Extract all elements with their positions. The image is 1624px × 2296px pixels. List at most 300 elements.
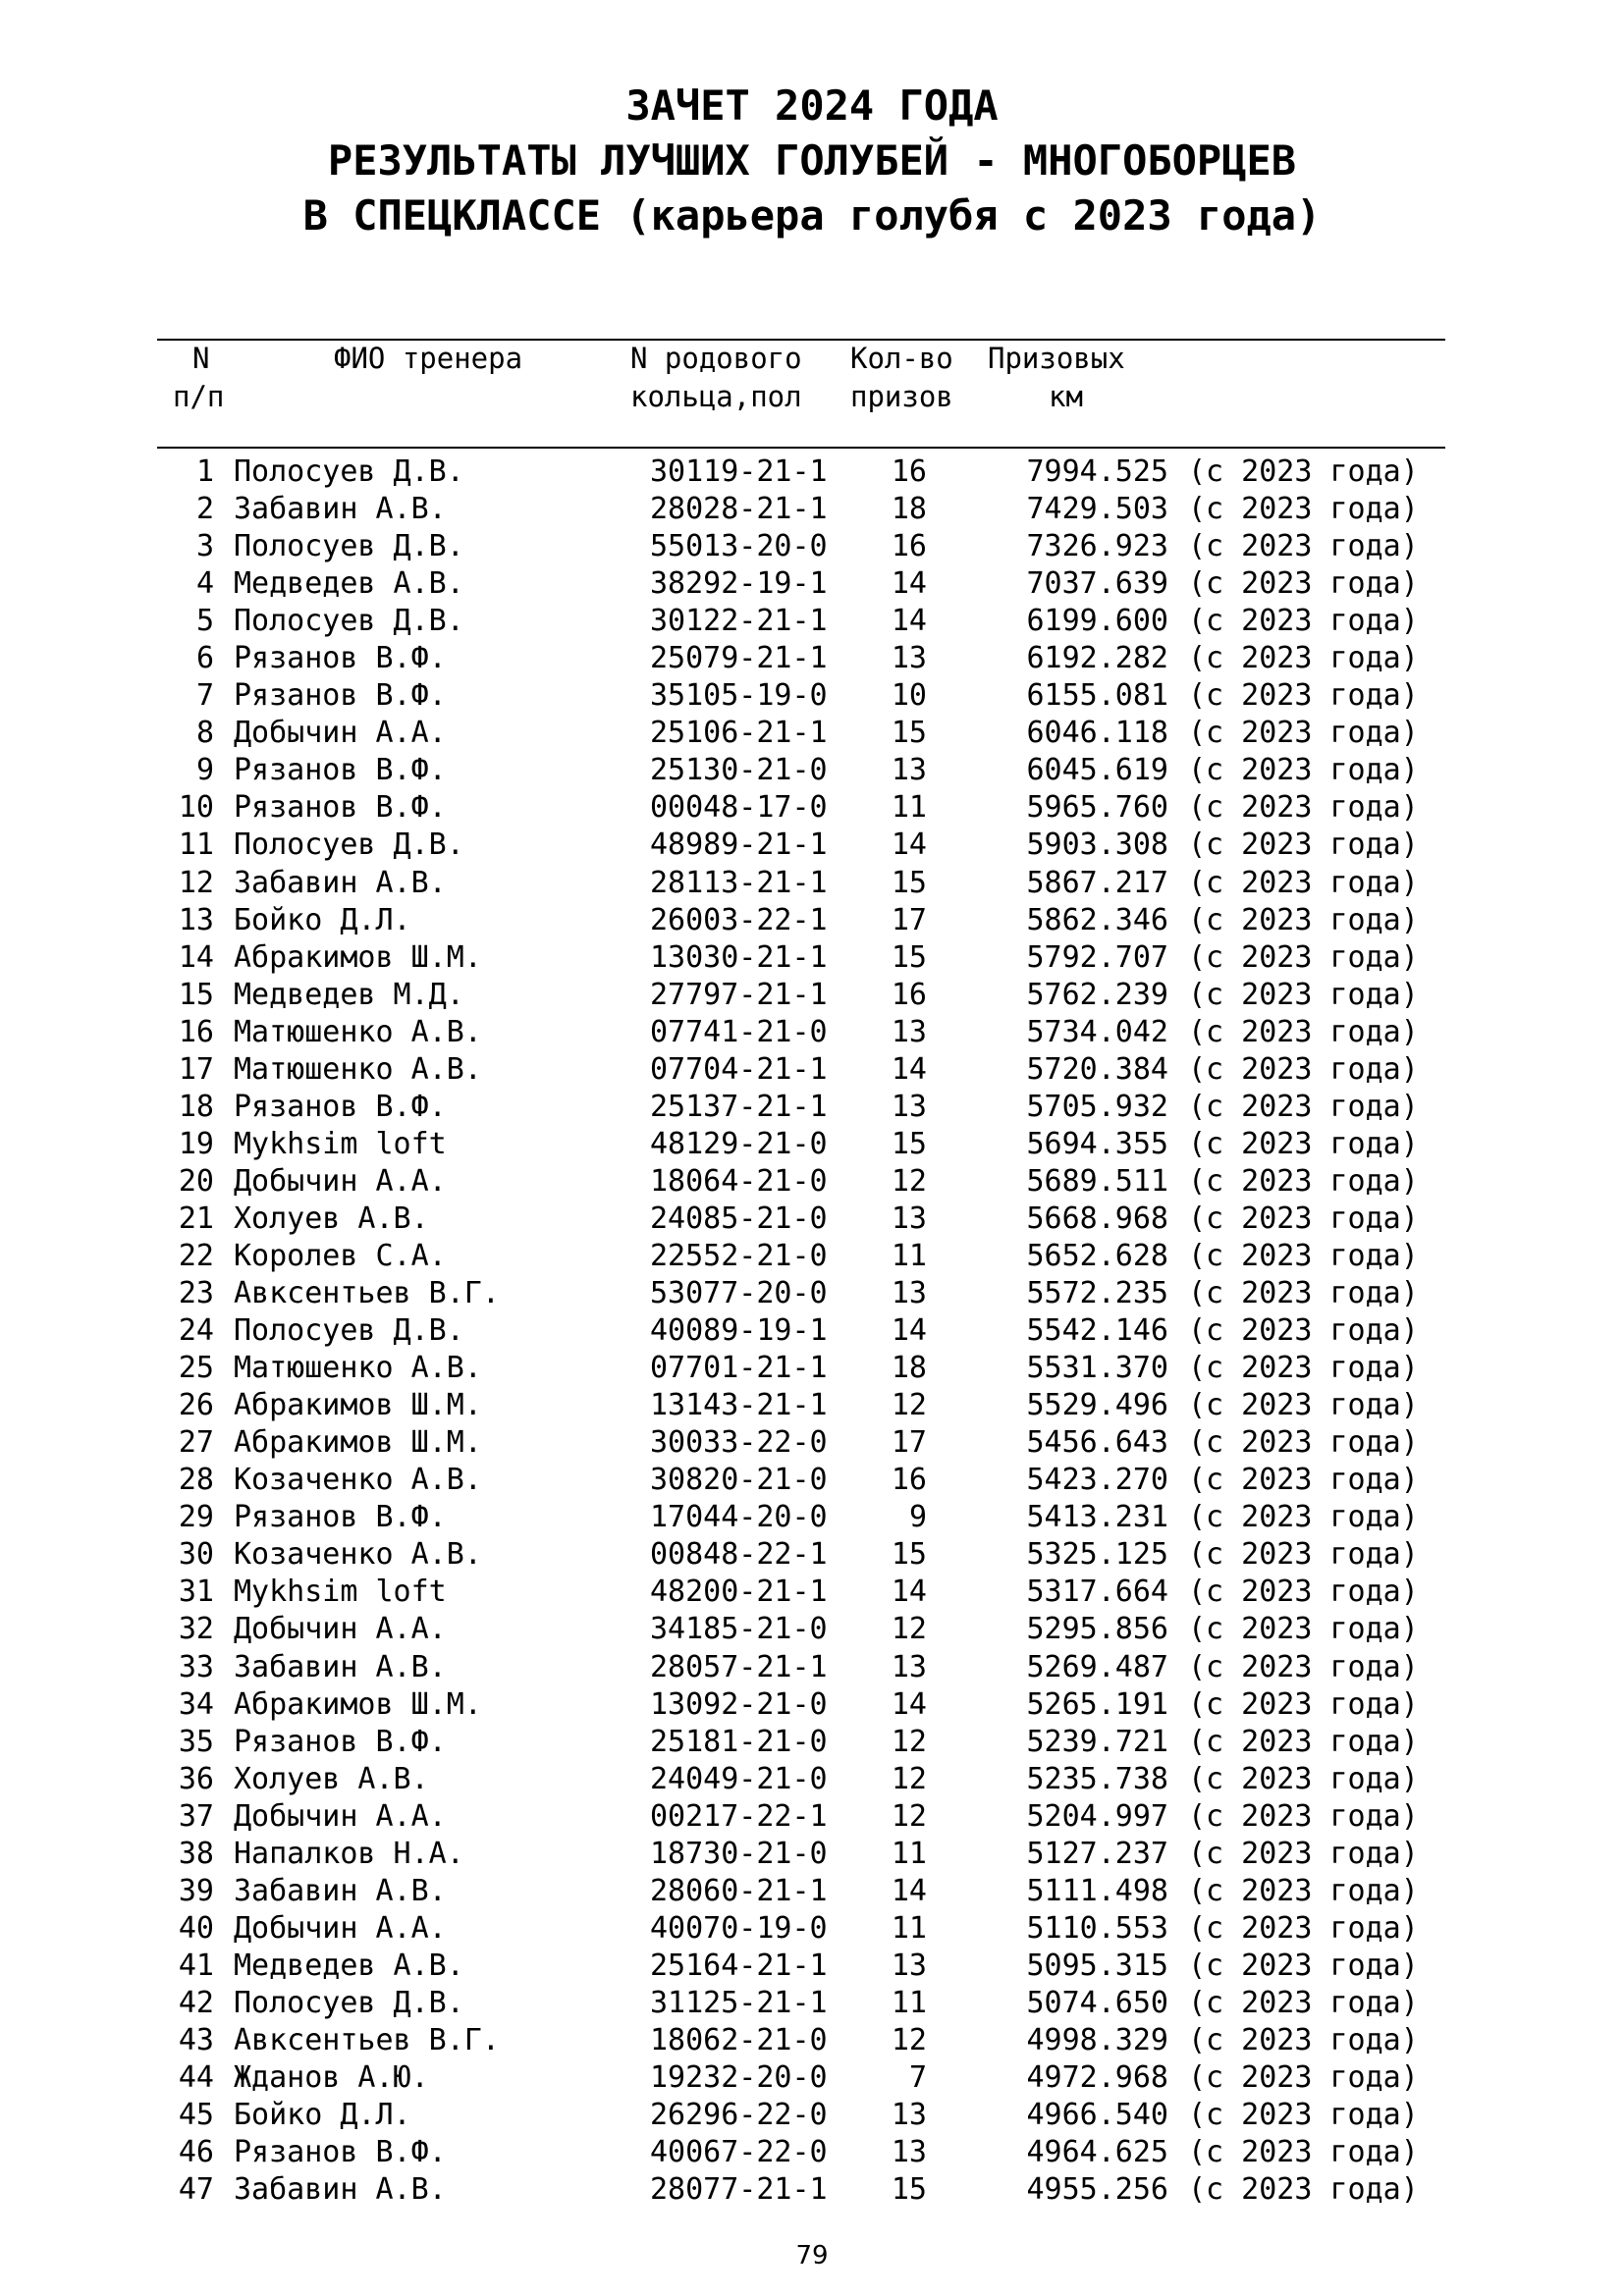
ring-number: 24085-21-0 (650, 1201, 828, 1236)
ring-number: 40089-19-1 (650, 1313, 828, 1349)
table-row (0, 1201, 1624, 1238)
career-note: (с 2023 года) (1188, 1388, 1419, 1423)
prize-count: 15 (891, 716, 927, 751)
row-number: 4 (195, 566, 214, 602)
prize-km: 5903.308 (1026, 828, 1168, 863)
prize-km: 5423.270 (1026, 1463, 1168, 1498)
prize-km: 5295.856 (1026, 1612, 1168, 1647)
trainer-name: Рязанов В.Ф. (234, 678, 447, 714)
career-note: (с 2023 года) (1188, 790, 1419, 826)
prize-count: 12 (891, 1761, 927, 1796)
row-number: 8 (195, 716, 214, 751)
prize-count: 9 (908, 1500, 927, 1535)
prize-count: 11 (891, 1910, 927, 1946)
row-number: 14 (178, 939, 214, 975)
career-note: (с 2023 года) (1188, 2172, 1419, 2208)
prize-count: 13 (891, 2098, 927, 2133)
prize-km: 5542.146 (1026, 1313, 1168, 1349)
table-row (0, 789, 1624, 827)
trainer-name: Козаченко А.В. (234, 1537, 482, 1573)
career-note: (с 2023 года) (1188, 2135, 1419, 2170)
table-row (0, 902, 1624, 939)
trainer-name: Забавин А.В. (234, 1649, 447, 1684)
trainer-name: Mykhsim loft (234, 1575, 447, 1610)
table-row (0, 2171, 1624, 2209)
header-ring: N родового (630, 342, 802, 375)
row-number: 20 (178, 1163, 214, 1199)
prize-km: 5705.932 (1026, 1089, 1168, 1124)
trainer-name: Козаченко А.В. (234, 1463, 482, 1498)
prize-km: 6199.600 (1026, 604, 1168, 639)
career-note: (с 2023 года) (1188, 1761, 1419, 1796)
row-number: 28 (178, 1463, 214, 1498)
prize-km: 5652.628 (1026, 1238, 1168, 1273)
ring-number: 18064-21-0 (650, 1163, 828, 1199)
page-title-line-3: В СПЕЦКЛАССЕ (карьера голубя с 2023 года) (302, 191, 1322, 240)
trainer-name: Полосуев Д.В. (234, 604, 464, 639)
row-number: 1 (195, 454, 214, 489)
row-number: 44 (178, 2060, 214, 2096)
page-title-line-2: РЕЗУЛЬТАТЫ ЛУЧШИХ ГОЛУБЕЙ - МНОГОБОРЦЕВ (327, 136, 1297, 185)
prize-km: 4966.540 (1026, 2098, 1168, 2133)
career-note: (с 2023 года) (1188, 1238, 1419, 1273)
prize-km: 5239.721 (1026, 1724, 1168, 1759)
career-note: (с 2023 года) (1188, 1575, 1419, 1610)
table-row (0, 1574, 1624, 1611)
prize-km: 5792.707 (1026, 939, 1168, 975)
table-row (0, 1536, 1624, 1574)
prize-km: 5689.511 (1026, 1163, 1168, 1199)
ring-number: 48989-21-1 (650, 828, 828, 863)
trainer-name: Холуев А.В. (234, 1201, 429, 1236)
prize-count: 15 (891, 865, 927, 900)
row-number: 32 (178, 1612, 214, 1647)
header-name: ФИО тренера (334, 342, 523, 375)
row-number: 11 (178, 828, 214, 863)
table-row (0, 1387, 1624, 1424)
table-row (0, 1238, 1624, 1275)
prize-count: 12 (891, 2022, 927, 2057)
row-number: 36 (178, 1761, 214, 1796)
row-number: 40 (178, 1910, 214, 1946)
table-row (0, 2097, 1624, 2134)
row-number: 7 (195, 678, 214, 714)
prize-km: 7429.503 (1026, 492, 1168, 527)
trainer-name: Забавин А.В. (234, 1873, 447, 1908)
row-number: 34 (178, 1686, 214, 1722)
row-number: 27 (178, 1425, 214, 1461)
table-row (0, 528, 1624, 565)
trainer-name: Абракимов Ш.М. (234, 939, 482, 975)
trainer-name: Медведев А.В. (234, 566, 464, 602)
career-note: (с 2023 года) (1188, 939, 1419, 975)
career-note: (с 2023 года) (1188, 492, 1419, 527)
prize-km: 5317.664 (1026, 1575, 1168, 1610)
prize-km: 5668.968 (1026, 1201, 1168, 1236)
trainer-name: Авксентьев В.Г. (234, 1276, 500, 1311)
table-row (0, 1424, 1624, 1462)
career-note: (с 2023 года) (1188, 454, 1419, 489)
ring-number: 26003-22-1 (650, 902, 828, 937)
ring-number: 28113-21-1 (650, 865, 828, 900)
trainer-name: Mykhsim loft (234, 1126, 447, 1161)
ring-number: 00217-22-1 (650, 1798, 828, 1834)
trainer-name: Королев С.А. (234, 1238, 447, 1273)
ring-number: 28077-21-1 (650, 2172, 828, 2208)
ring-number: 18730-21-0 (650, 1836, 828, 1871)
ring-number: 07741-21-0 (650, 1014, 828, 1049)
ring-number: 26296-22-0 (650, 2098, 828, 2133)
table-row (0, 1724, 1624, 1761)
prize-count: 17 (891, 902, 927, 937)
prize-km: 5572.235 (1026, 1276, 1168, 1311)
career-note: (с 2023 года) (1188, 1836, 1419, 1871)
career-note: (с 2023 года) (1188, 2098, 1419, 2133)
trainer-name: Рязанов В.Ф. (234, 753, 447, 788)
ring-number: 25164-21-1 (650, 1948, 828, 1983)
table-row (0, 2022, 1624, 2059)
career-note: (с 2023 года) (1188, 828, 1419, 863)
prize-count: 14 (891, 1313, 927, 1349)
row-number: 16 (178, 1014, 214, 1049)
prize-km: 5694.355 (1026, 1126, 1168, 1161)
prize-km: 4972.968 (1026, 2060, 1168, 2096)
row-number: 30 (178, 1537, 214, 1573)
prize-count: 14 (891, 566, 927, 602)
career-note: (с 2023 года) (1188, 977, 1419, 1012)
prize-count: 15 (891, 2172, 927, 2208)
trainer-name: Полосуев Д.В. (234, 1985, 464, 2020)
table-top-rule (157, 339, 1445, 341)
row-number: 19 (178, 1126, 214, 1161)
row-number: 29 (178, 1500, 214, 1535)
prize-count: 17 (891, 1425, 927, 1461)
ring-number: 28057-21-1 (650, 1649, 828, 1684)
prize-km: 5095.315 (1026, 1948, 1168, 1983)
prize-count: 12 (891, 1612, 927, 1647)
career-note: (с 2023 года) (1188, 1500, 1419, 1535)
prize-km: 5074.650 (1026, 1985, 1168, 2020)
ring-number: 28028-21-1 (650, 492, 828, 527)
ring-number: 30119-21-1 (650, 454, 828, 489)
trainer-name: Добычин А.А. (234, 1798, 447, 1834)
row-number: 2 (195, 492, 214, 527)
ring-number: 25137-21-1 (650, 1089, 828, 1124)
prize-km: 6155.081 (1026, 678, 1168, 714)
prize-count: 16 (891, 454, 927, 489)
career-note: (с 2023 года) (1188, 753, 1419, 788)
table-row (0, 865, 1624, 902)
table-row (0, 1910, 1624, 1948)
prize-km: 5456.643 (1026, 1425, 1168, 1461)
prize-count: 12 (891, 1163, 927, 1199)
trainer-name: Полосуев Д.В. (234, 529, 464, 564)
trainer-name: Добычин А.А. (234, 1910, 447, 1946)
row-number: 5 (195, 604, 214, 639)
prize-count: 18 (891, 492, 927, 527)
table-row (0, 977, 1624, 1014)
row-number: 9 (195, 753, 214, 788)
row-number: 38 (178, 1836, 214, 1871)
table-row (0, 1948, 1624, 1985)
trainer-name: Рязанов В.Ф. (234, 790, 447, 826)
row-number: 25 (178, 1351, 214, 1386)
prize-count: 14 (891, 828, 927, 863)
career-note: (с 2023 года) (1188, 1985, 1419, 2020)
career-note: (с 2023 года) (1188, 1612, 1419, 1647)
trainer-name: Абракимов Ш.М. (234, 1388, 482, 1423)
prize-count: 16 (891, 1463, 927, 1498)
career-note: (с 2023 года) (1188, 1873, 1419, 1908)
career-note: (с 2023 года) (1188, 902, 1419, 937)
career-note: (с 2023 года) (1188, 641, 1419, 676)
ring-number: 17044-20-0 (650, 1500, 828, 1535)
header-ring-sub: кольца,пол (630, 380, 802, 413)
career-note: (с 2023 года) (1188, 1313, 1419, 1349)
row-number: 12 (178, 865, 214, 900)
ring-number: 13030-21-1 (650, 939, 828, 975)
career-note: (с 2023 года) (1188, 716, 1419, 751)
trainer-name: Жданов А.Ю. (234, 2060, 429, 2096)
table-row (0, 1611, 1624, 1648)
table-row (0, 1089, 1624, 1126)
prize-count: 16 (891, 529, 927, 564)
career-note: (с 2023 года) (1188, 1686, 1419, 1722)
prize-count: 15 (891, 939, 927, 975)
table-header-rule (157, 447, 1445, 449)
table-row (0, 2059, 1624, 2097)
prize-km: 6192.282 (1026, 641, 1168, 676)
prize-count: 13 (891, 1089, 927, 1124)
career-note: (с 2023 года) (1188, 1051, 1419, 1087)
prize-km: 5235.738 (1026, 1761, 1168, 1796)
prize-km: 5862.346 (1026, 902, 1168, 937)
ring-number: 07704-21-1 (650, 1051, 828, 1087)
trainer-name: Медведев М.Д. (234, 977, 464, 1012)
prize-count: 13 (891, 1948, 927, 1983)
prize-km: 4964.625 (1026, 2135, 1168, 2170)
prize-km: 5720.384 (1026, 1051, 1168, 1087)
prize-count: 18 (891, 1351, 927, 1386)
ring-number: 18062-21-0 (650, 2022, 828, 2057)
table-row (0, 1163, 1624, 1201)
trainer-name: Полосуев Д.В. (234, 828, 464, 863)
prize-count: 15 (891, 1126, 927, 1161)
row-number: 13 (178, 902, 214, 937)
trainer-name: Рязанов В.Ф. (234, 1500, 447, 1535)
row-number: 23 (178, 1276, 214, 1311)
prize-km: 5867.217 (1026, 865, 1168, 900)
career-note: (с 2023 года) (1188, 1014, 1419, 1049)
row-number: 35 (178, 1724, 214, 1759)
prize-count: 14 (891, 1575, 927, 1610)
ring-number: 31125-21-1 (650, 1985, 828, 2020)
ring-number: 55013-20-0 (650, 529, 828, 564)
trainer-name: Рязанов В.Ф. (234, 2135, 447, 2170)
career-note: (с 2023 года) (1188, 1948, 1419, 1983)
header-km-sub: км (1049, 380, 1083, 413)
row-number: 42 (178, 1985, 214, 2020)
ring-number: 38292-19-1 (650, 566, 828, 602)
row-number: 10 (178, 790, 214, 826)
trainer-name: Напалков Н.А. (234, 1836, 464, 1871)
row-number: 45 (178, 2098, 214, 2133)
ring-number: 35105-19-0 (650, 678, 828, 714)
ring-number: 30033-22-0 (650, 1425, 828, 1461)
trainer-name: Добычин А.А. (234, 1612, 447, 1647)
prize-km: 5325.125 (1026, 1537, 1168, 1573)
career-note: (с 2023 года) (1188, 1910, 1419, 1946)
table-row (0, 565, 1624, 603)
prize-km: 7037.639 (1026, 566, 1168, 602)
prize-count: 13 (891, 1276, 927, 1311)
table-row (0, 1126, 1624, 1163)
ring-number: 28060-21-1 (650, 1873, 828, 1908)
ring-number: 25079-21-1 (650, 641, 828, 676)
table-row (0, 1798, 1624, 1836)
table-row (0, 827, 1624, 864)
ring-number: 25130-21-0 (650, 753, 828, 788)
table-row (0, 1462, 1624, 1499)
prize-count: 12 (891, 1388, 927, 1423)
trainer-name: Абракимов Ш.М. (234, 1425, 482, 1461)
trainer-name: Матюшенко А.В. (234, 1051, 482, 1087)
results-table (0, 454, 1624, 2209)
trainer-name: Бойко Д.Л. (234, 902, 411, 937)
ring-number: 53077-20-0 (650, 1276, 828, 1311)
prize-count: 14 (891, 1686, 927, 1722)
prize-count: 13 (891, 1014, 927, 1049)
prize-km: 5531.370 (1026, 1351, 1168, 1386)
ring-number: 13143-21-1 (650, 1388, 828, 1423)
table-row (0, 1873, 1624, 1910)
row-number: 41 (178, 1948, 214, 1983)
table-row (0, 1836, 1624, 1873)
prize-count: 12 (891, 1798, 927, 1834)
row-number: 15 (178, 977, 214, 1012)
ring-number: 48200-21-1 (650, 1575, 828, 1610)
row-number: 3 (195, 529, 214, 564)
career-note: (с 2023 года) (1188, 604, 1419, 639)
table-row (0, 1499, 1624, 1536)
prize-km: 4998.329 (1026, 2022, 1168, 2057)
table-row (0, 1985, 1624, 2022)
trainer-name: Забавин А.В. (234, 865, 447, 900)
table-row (0, 1350, 1624, 1387)
row-number: 22 (178, 1238, 214, 1273)
trainer-name: Абракимов Ш.М. (234, 1686, 482, 1722)
ring-number: 24049-21-0 (650, 1761, 828, 1796)
ring-number: 25181-21-0 (650, 1724, 828, 1759)
career-note: (с 2023 года) (1188, 1537, 1419, 1573)
career-note: (с 2023 года) (1188, 1425, 1419, 1461)
ring-number: 30122-21-1 (650, 604, 828, 639)
prize-km: 5529.496 (1026, 1388, 1168, 1423)
trainer-name: Добычин А.А. (234, 716, 447, 751)
prize-km: 5204.997 (1026, 1798, 1168, 1834)
prize-km: 5269.487 (1026, 1649, 1168, 1684)
table-row (0, 603, 1624, 640)
ring-number: 40067-22-0 (650, 2135, 828, 2170)
table-row (0, 1686, 1624, 1724)
table-row (0, 1275, 1624, 1312)
career-note: (с 2023 года) (1188, 1276, 1419, 1311)
table-row (0, 1051, 1624, 1089)
trainer-name: Полосуев Д.В. (234, 1313, 464, 1349)
prize-count: 14 (891, 604, 927, 639)
prize-km: 5127.237 (1026, 1836, 1168, 1871)
row-number: 39 (178, 1873, 214, 1908)
ring-number: 30820-21-0 (650, 1463, 828, 1498)
prize-count: 13 (891, 1649, 927, 1684)
career-note: (с 2023 года) (1188, 2060, 1419, 2096)
trainer-name: Забавин А.В. (234, 492, 447, 527)
row-number: 24 (178, 1313, 214, 1349)
trainer-name: Рязанов В.Ф. (234, 1724, 447, 1759)
trainer-name: Матюшенко А.В. (234, 1351, 482, 1386)
prize-count: 15 (891, 1537, 927, 1573)
table-row (0, 752, 1624, 789)
header-count: Кол-во (850, 342, 953, 375)
row-number: 46 (178, 2135, 214, 2170)
header-count-sub: призов (850, 380, 953, 413)
trainer-name: Матюшенко А.В. (234, 1014, 482, 1049)
ring-number: 00848-22-1 (650, 1537, 828, 1573)
row-number: 37 (178, 1798, 214, 1834)
table-row (0, 491, 1624, 528)
row-number: 18 (178, 1089, 214, 1124)
table-row (0, 640, 1624, 677)
prize-km: 5734.042 (1026, 1014, 1168, 1049)
prize-km: 7326.923 (1026, 529, 1168, 564)
prize-km: 4955.256 (1026, 2172, 1168, 2208)
prize-count: 10 (891, 678, 927, 714)
prize-km: 5413.231 (1026, 1500, 1168, 1535)
trainer-name: Забавин А.В. (234, 2172, 447, 2208)
career-note: (с 2023 года) (1188, 678, 1419, 714)
trainer-name: Холуев А.В. (234, 1761, 429, 1796)
prize-count: 12 (891, 1724, 927, 1759)
trainer-name: Добычин А.А. (234, 1163, 447, 1199)
career-note: (с 2023 года) (1188, 1163, 1419, 1199)
table-row (0, 1312, 1624, 1350)
row-number: 47 (178, 2172, 214, 2208)
prize-km: 7994.525 (1026, 454, 1168, 489)
prize-count: 14 (891, 1873, 927, 1908)
ring-number: 19232-20-0 (650, 2060, 828, 2096)
career-note: (с 2023 года) (1188, 1126, 1419, 1161)
prize-count: 13 (891, 1201, 927, 1236)
table-row (0, 454, 1624, 491)
prize-count: 11 (891, 790, 927, 826)
table-row (0, 715, 1624, 752)
ring-number: 00048-17-0 (650, 790, 828, 826)
header-n-sub: п/п (173, 380, 225, 413)
page-number: 79 (795, 2241, 829, 2270)
prize-count: 14 (891, 1051, 927, 1087)
ring-number: 13092-21-0 (650, 1686, 828, 1722)
ring-number: 40070-19-0 (650, 1910, 828, 1946)
prize-km: 5762.239 (1026, 977, 1168, 1012)
career-note: (с 2023 года) (1188, 1649, 1419, 1684)
prize-km: 5110.553 (1026, 1910, 1168, 1946)
career-note: (с 2023 года) (1188, 1201, 1419, 1236)
ring-number: 27797-21-1 (650, 977, 828, 1012)
career-note: (с 2023 года) (1188, 1351, 1419, 1386)
ring-number: 25106-21-1 (650, 716, 828, 751)
prize-count: 13 (891, 2135, 927, 2170)
row-number: 21 (178, 1201, 214, 1236)
